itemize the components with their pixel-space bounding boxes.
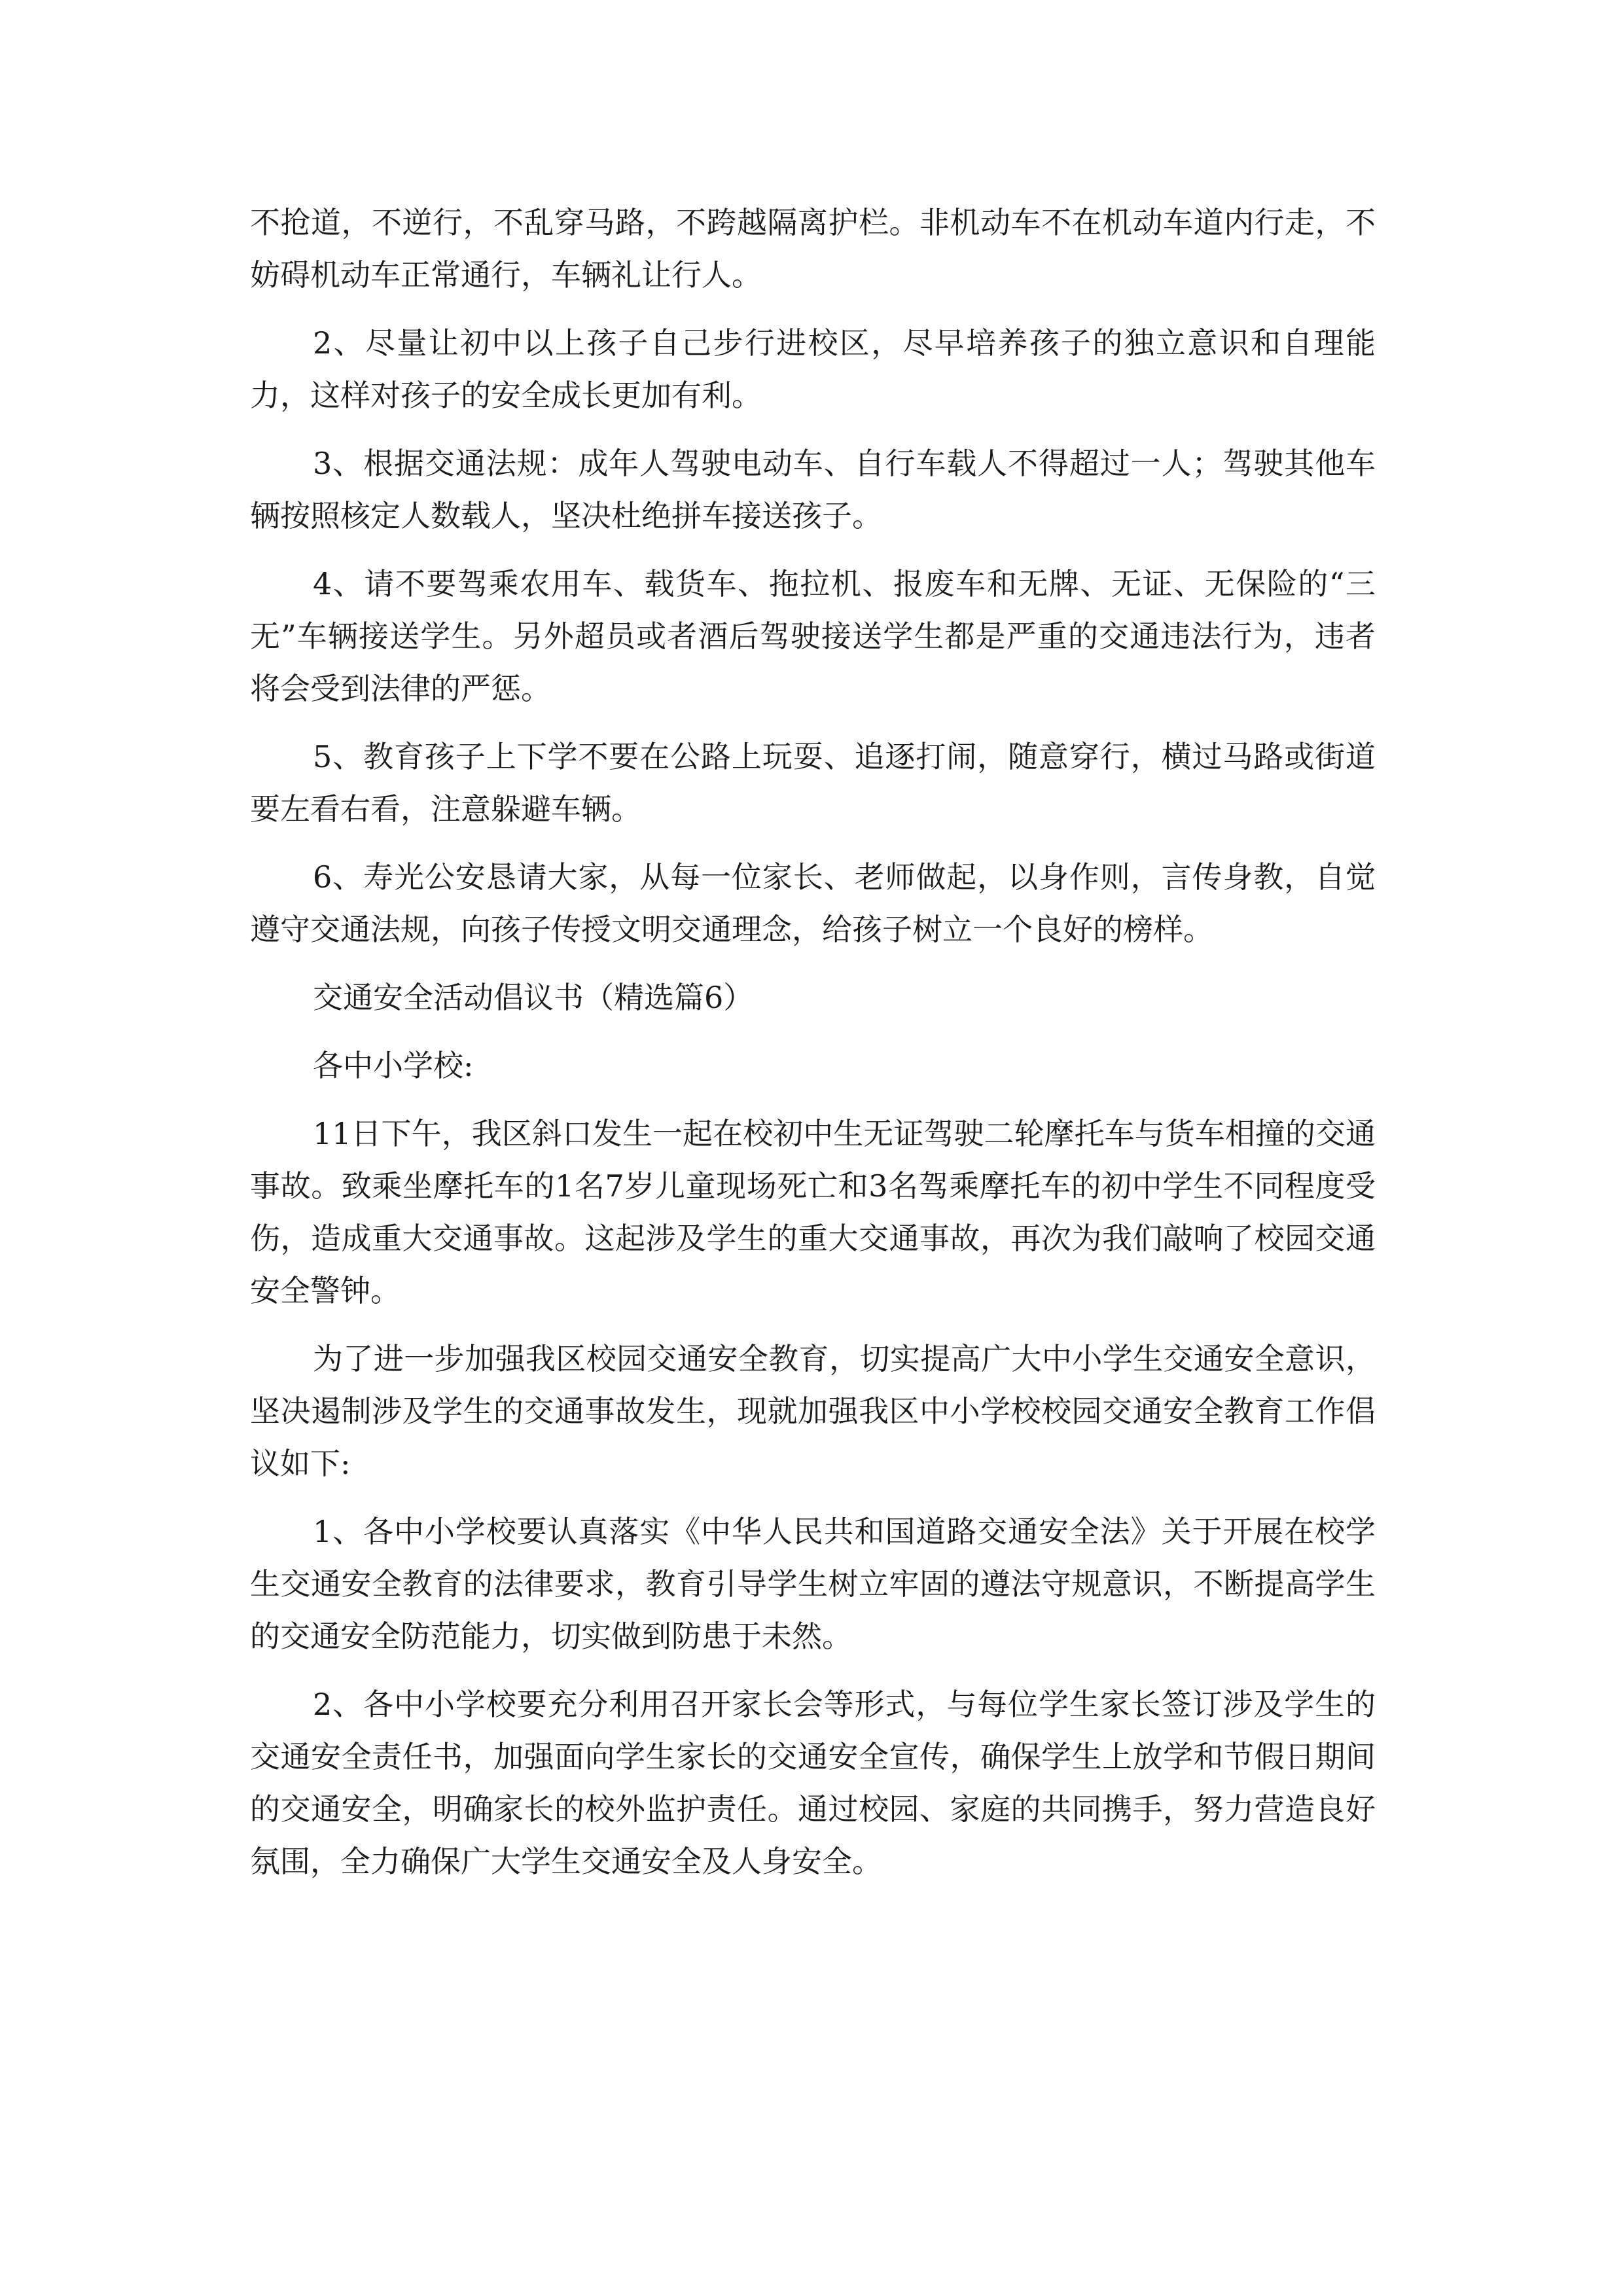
paragraph-continued-rules: 不抢道，不逆行，不乱穿马路，不跨越隔离护栏。非机动车不在机动车道内行走，不妨碍机动车正常通行，车辆礼让行人。 <box>250 205 1376 293</box>
salutation: 各中小学校: <box>313 1048 474 1083</box>
paragraph-proposal-2: 2、各中小学校要充分利用召开家长会等形式，与每位学生家长签订涉及学生的交通安全责任书，加强面向学生家长的交通安全宣传，确保学生上放学和节假日期间的交通安全，明确家长的校外监护责任。通过校园、家庭的共同携手，努力营造良好氛围，全力确保广大学生交通安全及人身安全。 <box>250 1687 1376 1879</box>
paragraph-item-3: 3、根据交通法规：成年人驾驶电动车、自行车载人不得超过一人；驾驶其他车辆按照核定人数载人，坚决杜绝拼车接送孩子。 <box>250 446 1376 533</box>
paragraph-proposal-1: 1、各中小学校要认真落实《中华人民共和国道路交通安全法》关于开展在校学生交通安全教育的法律要求，教育引导学生树立牢固的遵法守规意识，不断提高学生的交通安全防范能力，切实做到防患于未然。 <box>250 1514 1376 1654</box>
paragraph-item-2: 2、尽量让初中以上孩子自己步行进校区，尽早培养孩子的独立意识和自理能力，这样对孩子的安全成长更加有利。 <box>250 325 1376 413</box>
section-title: 交通安全活动倡议书（精选篇6） <box>313 980 754 1015</box>
paragraph-item-6: 6、寿光公安恳请大家，从每一位家长、老师做起，以身作则，言传身教，自觉遵守交通法规，向孩子传授文明交通理念，给孩子树立一个良好的榜样。 <box>250 859 1376 947</box>
document-body <box>250 196 1376 1903</box>
paragraph-incident: 11日下午，我区斜口发生一起在校初中生无证驾驶二轮摩托车与货车相撞的交通事故。致乘坐摩托车的1名7岁儿童现场死亡和3名驾乘摩托车的初中学生不同程度受伤，造成重大交通事故。这起涉及学生的重大交通事故，再次为我们敲响了校园交通安全警钟。 <box>250 1116 1376 1308</box>
paragraph-item-5: 5、教育孩子上下学不要在公路上玩耍、追逐打闹，随意穿行，横过马路或街道要左看右看，注意躲避车辆。 <box>250 739 1376 827</box>
paragraph-item-4: 4、请不要驾乘农用车、载货车、拖拉机、报废车和无牌、无证、无保险的“三无”车辆接送学生。另外超员或者酒后驾驶接送学生都是严重的交通违法行为，违者将会受到法律的严惩。 <box>250 566 1376 706</box>
paragraph-proposal-intro: 为了进一步加强我区校园交通安全教育，切实提高广大中小学生交通安全意识，坚决遏制涉及学生的交通事故发生，现就加强我区中小学校校园交通安全教育工作倡议如下: <box>250 1341 1376 1481</box>
